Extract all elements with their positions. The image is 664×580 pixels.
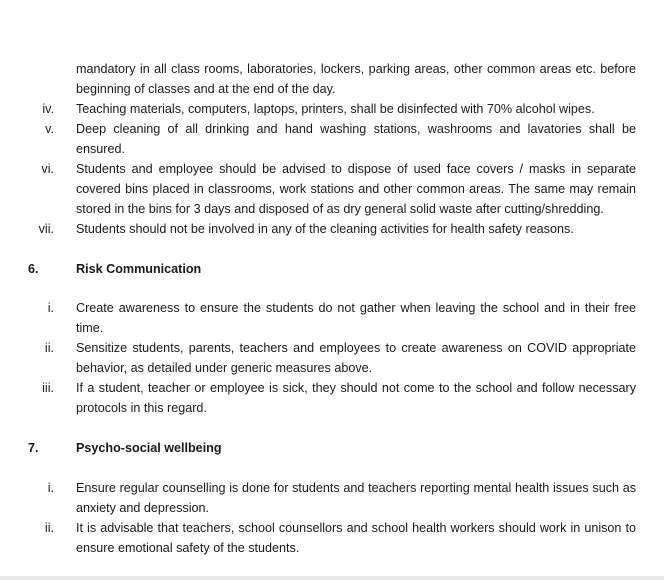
list-item-text: Deep cleaning of all drinking and hand washing stations, washrooms and lavatories shall be ensured. [76,122,636,156]
list-item-text: Ensure regular counselling is done for students and teachers reporting mental health issues such as anxiety and depression. [76,481,636,515]
list-item-number: ii. [44,341,54,355]
list-item-text: Sensitize students, parents, teachers and employees to create awareness on COVID appropriate behavior, as detailed under generic measures above. [76,341,636,375]
list-item-number: vii. [38,222,54,236]
page-bottom-edge [0,576,664,580]
list-item-number: vi. [41,162,54,176]
list-item-number: ii. [44,521,54,535]
list-item-number: iii. [42,381,54,395]
list-item-text: Students should not be involved in any of the cleaning activities for health safety reasons. [76,222,574,236]
list-item-text: Teaching materials, computers, laptops, printers, shall be disinfected with 70% alcohol wipes. [76,102,595,116]
section-title: Psycho-social wellbeing [76,441,222,455]
list-item-text: Create awareness to ensure the students do not gather when leaving the school and in their free time. [76,301,636,335]
list-item-text: It is advisable that teachers, school counsellors and school health workers should work in unison to ensure emotional safety of the students. [76,521,636,555]
list-item-number: iv. [42,102,54,116]
continuation-text: mandatory in all class rooms, laboratories, lockers, parking areas, other common areas etc. before beginning of classes and at the end of the day. [76,62,636,96]
section-title: Risk Communication [76,262,202,276]
list-item-text: Students and employee should be advised to dispose of used face covers / masks in separate covered bins placed in classrooms, work stations and other common areas. The same may remain stored in the bins for 3 days and disposed of as dry general solid waste after cutting/shredding. [76,162,636,216]
list-item-number: v. [45,122,54,136]
section-number: 6. [28,262,39,276]
list-item-number: i. [47,481,54,495]
list-item-text: If a student, teacher or employee is sick, they should not come to the school and follow necessary protocols in this regard. [76,381,636,415]
section-number: 7. [28,441,39,455]
list-item-number: i. [47,301,54,315]
